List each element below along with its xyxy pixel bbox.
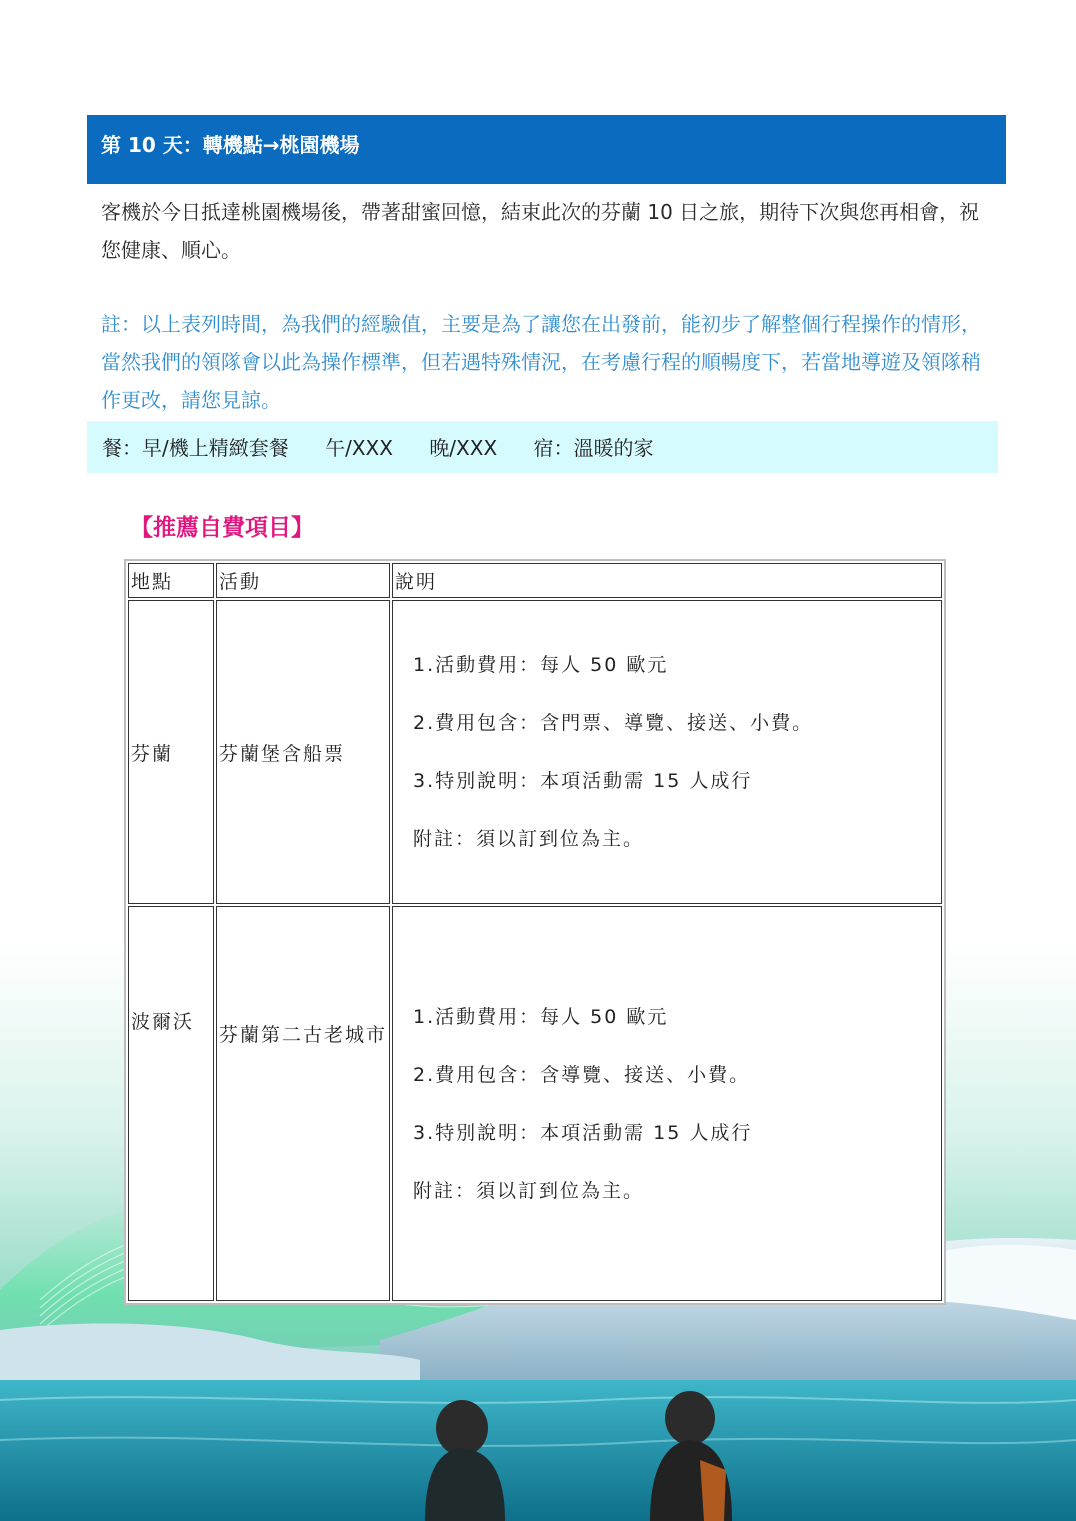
meal-breakfast: 餐：早/機上精緻套餐 [102,436,289,460]
day-header: 第 10 天：轉機點→桃園機場 [87,115,1006,184]
detail-remark: 附註：須以訂到位為主。 [413,828,645,850]
header-activity: 活動 [216,563,390,598]
cell-location: 波爾沃 [128,906,214,1301]
cell-details [392,906,942,1301]
meal-dinner: 晚/XXX [429,436,498,460]
header-location: 地點 [128,563,214,598]
cell-activity: 芬蘭第二古老城市 [216,906,390,1301]
detail-includes: 2.費用包含：含導覽、接送、小費。 [413,1063,751,1086]
detail-includes: 2.費用包含：含門票、導覽、接送、小費。 [413,712,814,734]
cell-location: 芬蘭 [128,600,214,904]
table-row [128,600,942,904]
table-row [128,906,942,1301]
meal-lunch: 午/XXX [325,436,393,460]
meals-bar [87,421,998,473]
detail-special: 3.特別說明：本項活動需 15 人成行 [413,1121,753,1144]
cell-activity: 芬蘭堡含船票 [216,600,390,904]
itinerary-note: 註：以上表列時間，為我們的經驗值，主要是為了讓您在出發前，能初步了解整個行程操作的情形，當然我們的領隊會以此為操作標準，但若遇特殊情況，在考慮行程的順暢度下，若當地導遊及領隊稍作更改，請您見諒。 [101,312,981,412]
hotel: 宿：溫暖的家 [533,436,654,460]
cell-details [392,600,942,904]
table-header-row [128,563,942,598]
detail-fee: 1.活動費用：每人 50 歐元 [413,654,669,676]
header-details: 說明 [392,563,942,598]
detail-special: 3.特別說明：本項活動需 15 人成行 [413,770,753,792]
section-title: 【推薦自費項目】 [130,515,314,541]
day-description: 客機於今日抵達桃園機場後，帶著甜蜜回憶，結束此次的芬蘭 10 日之旅，期待下次與您再相會，祝您健康、順心。 [101,200,980,262]
optional-activities-table [124,559,946,1305]
detail-fee: 1.活動費用：每人 50 歐元 [413,1005,669,1028]
detail-remark: 附註：須以訂到位為主。 [413,1179,645,1202]
